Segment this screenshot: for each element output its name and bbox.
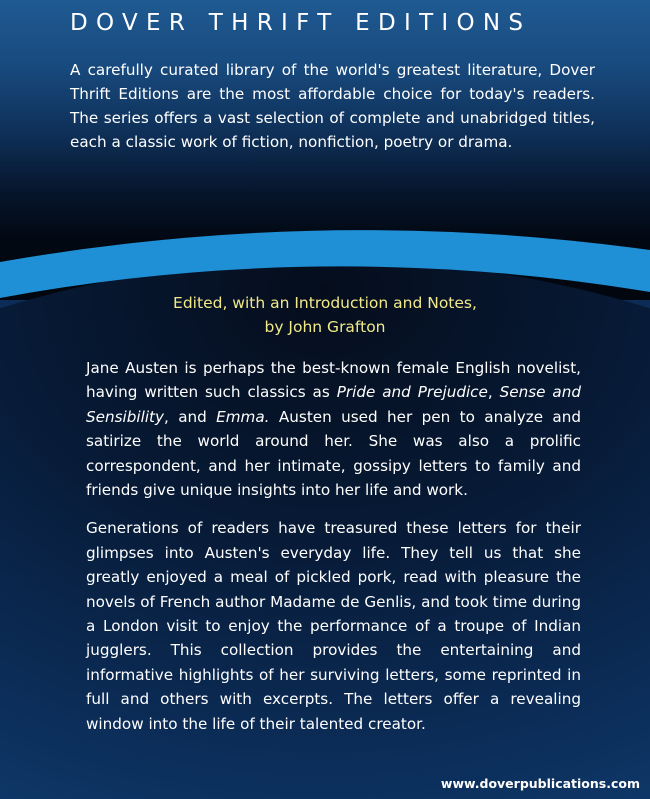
book-description [86,356,581,750]
paragraph-1-part-a: Jane Austen is perhaps the best-known female English novelist, having written such classics as [86,359,581,402]
paragraph-1-part-b: , [487,383,500,402]
paragraph-2: Generations of readers have treasured these letters for their glimpses into Austen's everyday life. They tell us that she greatly enjoyed a meal of pickled pork, read with pleasure the novels of French author Madame de Genlis, and took time during a London visit to enjoy the performance of a troupe of Indian jugglers. This collection provides the entertaining and informative highlights of her surviving letters, some reprinted in full and others with excerpts. The letters offer a revealing window into the life of their talented creator. [86,519,581,733]
arc-band [0,230,650,298]
series-title: DOVER THRIFT EDITIONS [70,10,532,36]
editor-credit-line-1: Edited, with an Introduction and Notes, [173,294,477,312]
paragraph-1 [86,356,581,502]
series-description: A carefully curated library of the world's greatest literature, Dover Thrift Editions are the most affordable choice for today's readers. The series offers a vast selection of complete and unabridged titles, each a classic work of fiction, nonfiction, poetry or drama. [70,61,595,151]
paragraph-1-part-d: Austen used her pen to analyze and satirize the world around her. She was also a prolific correspondent, and her intimate, gossipy letters to family and friends give unique insights into her life and work. [86,407,581,500]
title-pride-and-prejudice: Pride and Prejudice [336,383,488,402]
publisher-website: www.doverpublications.com [440,776,640,791]
editor-credit [100,291,550,339]
paragraph-1-part-c: , and [163,407,217,426]
title-emma: Emma. [216,407,270,426]
title-sense-and-sensibility: Sense and Sensibility [86,383,581,426]
editor-credit-line-2: by John Grafton [264,318,386,336]
